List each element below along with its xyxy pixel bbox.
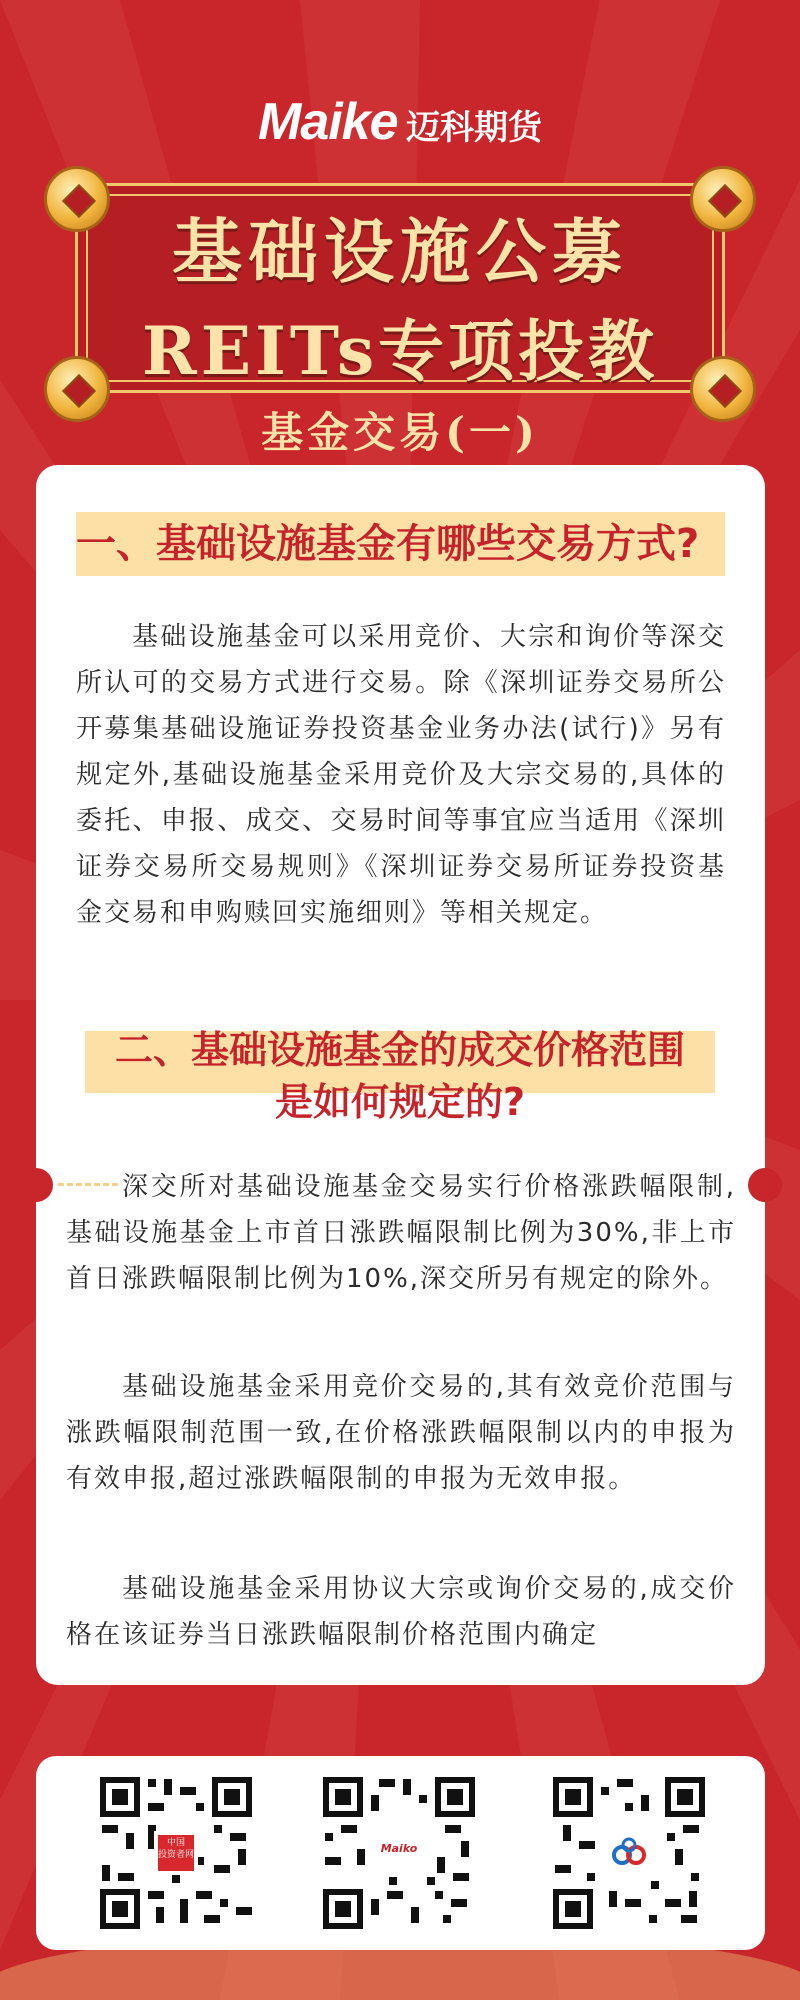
section-2-heading-line2: 是如何规定的?	[274, 1080, 526, 1124]
section-2-paragraph-3: 基础设施基金采用协议大宗或询价交易的,成交价格在该证券当日涨跌幅限制价格范围内确定	[66, 1574, 736, 1650]
section-2-paragraph-2: 基础设施基金采用竞价交易的,其有效竞价范围与涨跌幅限制范围一致,在价格涨跌幅限制以内的申报为有效申报,超过涨跌幅限制的申报为无效申报。	[66, 1372, 736, 1494]
qr-code-szse[interactable]	[549, 1773, 709, 1933]
investor-net-logo-icon	[158, 1837, 194, 1861]
banner-title-line1: 基础设施公募	[172, 210, 628, 293]
section-1-heading: 一、基础设施基金有哪些交易方式?	[76, 512, 725, 576]
brand-logo-text: Maike	[258, 93, 398, 151]
section-2-heading-line1: 二、基础设施基金的成交价格范围	[114, 1028, 685, 1072]
banner-subtitle: 基金交易(一)	[261, 408, 539, 457]
brand-logo	[0, 92, 800, 152]
brand-logo-chinese: 迈科期货	[405, 109, 542, 147]
qr-2-label: Maiko	[380, 1842, 418, 1855]
qr-1-label-line1: 中国	[166, 1838, 185, 1848]
qr-1-label-line2: 投资者网	[158, 1850, 195, 1860]
section-2-heading	[0, 1024, 800, 1128]
section-2-paragraph-1: 深交所对基础设施基金交易实行价格涨跌幅限制,基础设施基金上市首日涨跌幅限制比例为30%,非上市首日涨跌幅限制比例为10%,深交所另有规定的除外。	[66, 1172, 736, 1294]
maike-logo-icon	[375, 1842, 423, 1855]
card-notch-left	[19, 1168, 53, 1202]
banner-title-line2: REITs专项投教	[141, 312, 659, 390]
section-1-paragraph: 基础设施基金可以采用竞价、大宗和询价等深交所认可的交易方式进行交易。除《深圳证券交易所公开募集基础设施证券投资基金业务办法(试行)》另有规定外,基础设施基金采用竞价及大宗交易的,具体的委托、申报、成交、交易时间等事宜应当适用《深圳证券交易所交易规则》《深圳证券交易所证券投资基金交易和申购赎回实施细则》等相关规定。	[76, 622, 726, 928]
card-notch-right	[748, 1168, 782, 1202]
